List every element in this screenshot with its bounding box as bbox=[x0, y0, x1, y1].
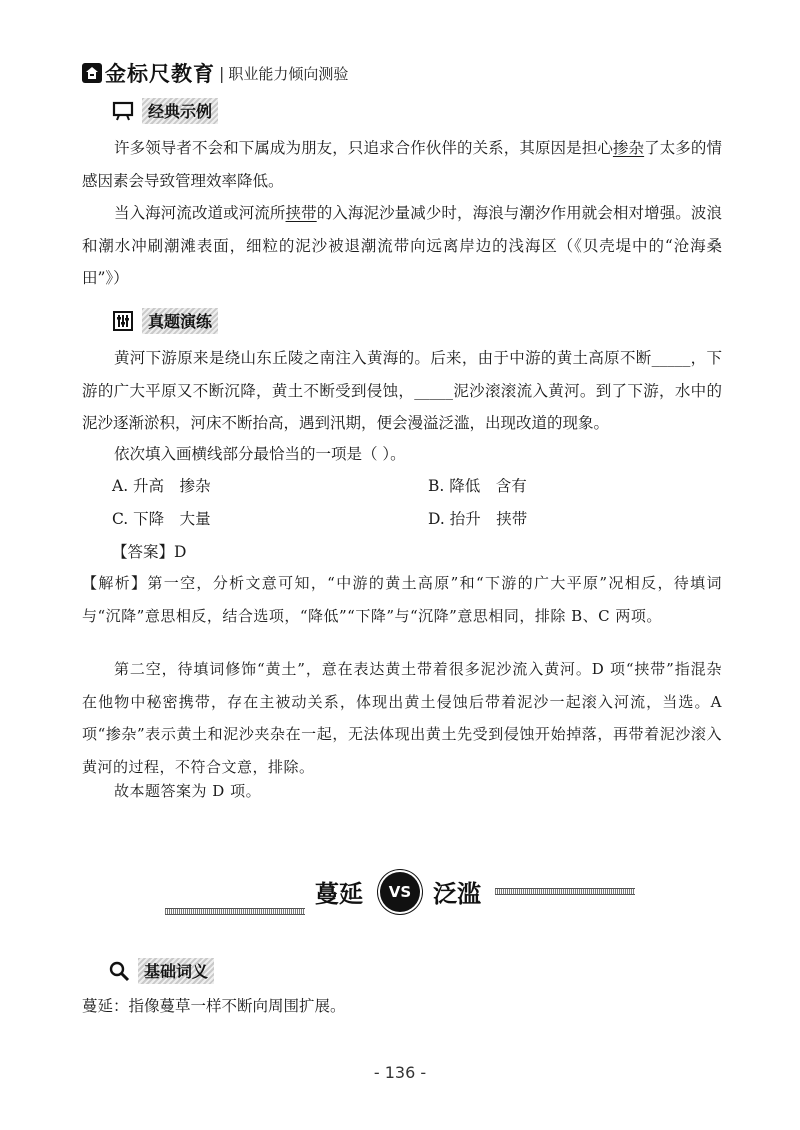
underlined-word: 掺杂 bbox=[612, 139, 645, 157]
option-a: A. 升高 掺杂 bbox=[112, 477, 211, 495]
compare-word-right: 泛滥 bbox=[433, 879, 481, 908]
conclusion-line: 故本题答案为 D 项。 bbox=[114, 782, 262, 800]
section-practice-heading bbox=[112, 308, 218, 334]
answer-line: 【答案】D bbox=[112, 543, 187, 561]
option-b: B. 降低 含有 bbox=[428, 477, 527, 495]
analysis-paragraph-1: 【解析】第一空，分析文意可知，“中游的黄土高原”和“下游的广大平原”况相反，待填词与“沉降”意思相反，结合选项，“降低”“下降”与“沉降”意思相同，排除 B、C 两项。 bbox=[82, 574, 722, 625]
banner-rule-left bbox=[165, 908, 305, 915]
example-paragraph-1: 许多领导者不会和下属成为朋友，只追求合作伙伴的关系，其原因是担心掺杂了太多的情感因素会导致管理效率降低。 bbox=[82, 139, 722, 190]
page-header bbox=[82, 58, 348, 88]
section-practice-title: 真题演练 bbox=[142, 308, 218, 334]
compare-word-left: 蔓延 bbox=[315, 879, 363, 908]
analysis-paragraph-2: 第二空，待填词修饰“黄土”，意在表达黄土带着很多泥沙流入黄河。D 项“挟带”指混杂在他物中秘密携带，存在主被动关系，体现出黄土侵蚀后带着泥沙一起滚入河流，当选。A 项“掺杂”表示黄土和泥沙夹杂在一起，无法体现出黄土先受到侵蚀开始掉落，再带着泥沙滚入黄河的过程，不符合文意，排除。 bbox=[82, 660, 722, 776]
sliders-icon bbox=[112, 310, 134, 332]
underlined-word: 挟带 bbox=[285, 204, 317, 222]
comparison-banner bbox=[165, 868, 635, 918]
page-number: - 136 - bbox=[373, 1063, 427, 1082]
option-d: D. 抬升 挟带 bbox=[428, 510, 528, 528]
blank-1: _____ bbox=[651, 349, 691, 367]
section-basic-heading bbox=[108, 958, 214, 984]
vs-badge: VS bbox=[380, 872, 420, 912]
banner-rule-right bbox=[495, 888, 635, 895]
header-separator: | bbox=[219, 63, 225, 83]
header-subtitle: 职业能力倾向测验 bbox=[228, 64, 349, 83]
example-paragraph-2: 当入海河流改道或河流所挟带的入海泥沙量减少时，海浪与潮汐作用就会相对增强。波浪和潮水冲刷潮滩表面，细粒的泥沙被退潮流带向远离岸边的浅海区（《贝壳堤中的“沧海桑田”》） bbox=[82, 204, 722, 287]
question-stem: 黄河下游原来是绕山东丘陵之南注入黄海的。后来，由于中游的黄土高原不断_____，下游的广大平原又不断沉降，黄土不断受到侵蚀，_____泥沙滚滚流入黄河。到了下游，水中的泥沙逐渐淤积，河床不断抬高，遇到汛期，便会漫溢泛滥，出现改道的现象。 bbox=[82, 349, 722, 432]
section-basic-title: 基础词义 bbox=[138, 958, 214, 984]
section-example-title: 经典示例 bbox=[142, 98, 218, 124]
option-c: C. 下降 大量 bbox=[112, 510, 211, 528]
blank-2: _____ bbox=[414, 381, 454, 400]
brand-name: 金标尺教育 bbox=[105, 62, 215, 86]
question-prompt: 依次填入画横线部分最恰当的一项是（ ）。 bbox=[114, 445, 406, 463]
brand-logo-icon bbox=[82, 63, 102, 83]
definition-line: 蔓延：指像蔓草一样不断向周围扩展。 bbox=[82, 997, 346, 1015]
section-example-heading bbox=[112, 98, 218, 124]
presentation-board-icon bbox=[112, 100, 134, 122]
magnifier-icon bbox=[108, 960, 130, 982]
